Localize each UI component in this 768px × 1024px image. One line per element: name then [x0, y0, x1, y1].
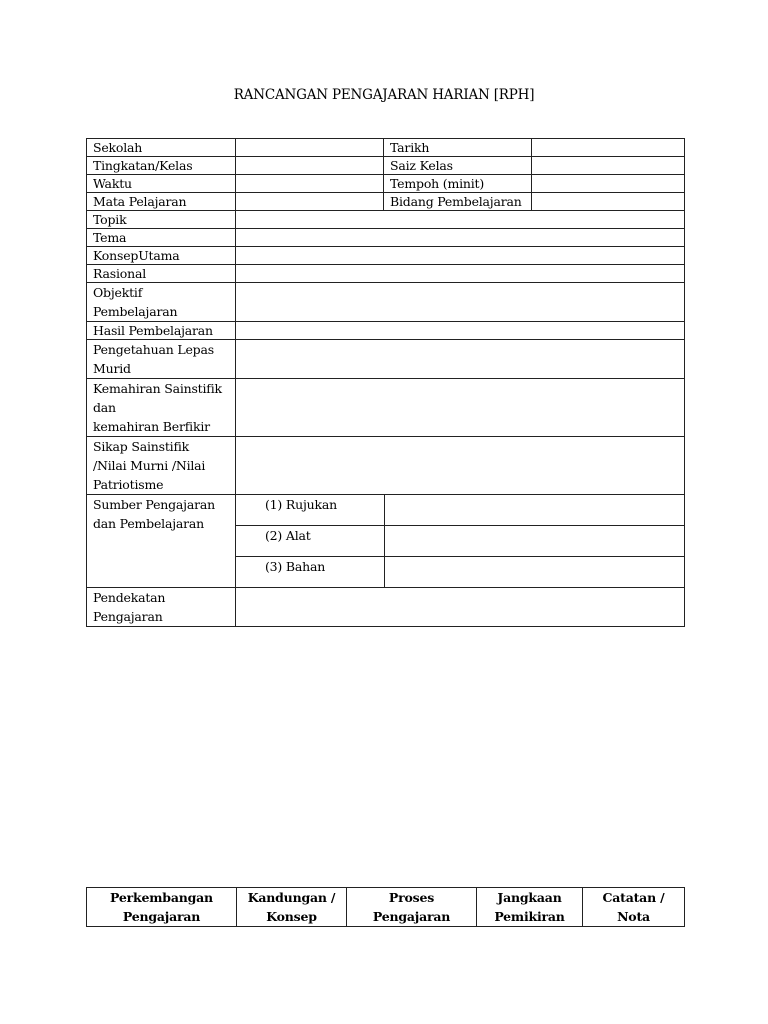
- field-waktu[interactable]: [236, 175, 384, 193]
- row-mata-pelajaran: [87, 193, 685, 211]
- field-objektif[interactable]: [236, 283, 685, 322]
- field-tingkatan[interactable]: [236, 157, 384, 175]
- header-catatan-line2: Nota: [617, 909, 650, 924]
- header-jangkaan: [477, 888, 583, 927]
- label-kemahiran-line1: Kemahiran Sainstifik: [93, 381, 222, 396]
- header-proses: [347, 888, 477, 927]
- label-sikap: [87, 437, 236, 495]
- label-sikap-line1: Sikap Sainstifik: [93, 439, 190, 454]
- header-jangkaan-line2: Pemikiran: [494, 909, 565, 924]
- row-topik: [87, 211, 685, 229]
- field-sekolah[interactable]: [236, 139, 384, 157]
- development-header-row: [87, 888, 685, 927]
- header-catatan: [583, 888, 685, 927]
- header-kandungan-line1: Kandungan /: [247, 890, 336, 905]
- label-sumber: [87, 495, 236, 588]
- sumber-alat-label: (2) Alat: [236, 526, 385, 557]
- header-kandungan-line2: Konsep: [266, 909, 317, 924]
- row-pengetahuan: [87, 340, 685, 379]
- label-sikap-line2: /Nilai Murni /Nilai: [93, 458, 206, 473]
- label-konsep-utama: KonsepUtama: [87, 247, 236, 265]
- field-pendekatan[interactable]: [236, 588, 685, 627]
- row-sekolah: [87, 139, 685, 157]
- sumber-bahan-label: (3) Bahan: [236, 557, 385, 588]
- label-kemahiran-line3: kemahiran Berfikir: [93, 419, 210, 434]
- field-kemahiran[interactable]: [236, 379, 685, 437]
- label-waktu: Waktu: [87, 175, 236, 193]
- label-mata-pelajaran: Mata Pelajaran: [87, 193, 236, 211]
- label-pendekatan-line1: Pendekatan: [93, 590, 166, 605]
- row-pendekatan: [87, 588, 685, 627]
- label-hasil: Hasil Pembelajaran: [87, 322, 236, 340]
- label-pengetahuan-line1: Pengetahuan Lepas: [93, 342, 214, 357]
- row-sumber: [87, 495, 685, 588]
- field-tema[interactable]: [236, 229, 685, 247]
- sumber-subtable: [236, 495, 684, 587]
- field-saiz-kelas[interactable]: [532, 157, 685, 175]
- header-kandungan: [237, 888, 347, 927]
- label-rasional: Rasional: [87, 265, 236, 283]
- header-perkembangan-line1: Perkembangan: [110, 890, 213, 905]
- label-saiz-kelas: Saiz Kelas: [384, 157, 532, 175]
- header-perkembangan: [87, 888, 237, 927]
- row-tema: [87, 229, 685, 247]
- sumber-subtable-cell: [236, 495, 685, 588]
- header-catatan-line1: Catatan /: [602, 890, 665, 905]
- field-alat[interactable]: [385, 526, 685, 557]
- sumber-rujukan-row: [236, 495, 684, 526]
- row-hasil: [87, 322, 685, 340]
- field-rasional[interactable]: [236, 265, 685, 283]
- rph-form-table: [86, 138, 685, 627]
- row-sikap: [87, 437, 685, 495]
- label-objektif-line2: Pembelajaran: [93, 304, 178, 319]
- row-waktu: [87, 175, 685, 193]
- label-pendekatan: [87, 588, 236, 627]
- field-hasil[interactable]: [236, 322, 685, 340]
- label-tingkatan: Tingkatan/Kelas: [87, 157, 236, 175]
- label-pengetahuan: [87, 340, 236, 379]
- header-proses-line1: Proses: [388, 890, 435, 905]
- field-tempoh[interactable]: [532, 175, 685, 193]
- row-objektif: [87, 283, 685, 322]
- label-sekolah: Sekolah: [87, 139, 236, 157]
- row-kemahiran: [87, 379, 685, 437]
- field-rujukan[interactable]: [385, 495, 685, 526]
- field-mata-pelajaran[interactable]: [236, 193, 384, 211]
- label-sumber-line1: Sumber Pengajaran: [93, 497, 215, 512]
- row-konsep-utama: [87, 247, 685, 265]
- row-tingkatan: [87, 157, 685, 175]
- field-tarikh[interactable]: [532, 139, 685, 157]
- header-perkembangan-line2: Pengajaran: [122, 909, 201, 924]
- field-sikap[interactable]: [236, 437, 685, 495]
- label-topik: Topik: [87, 211, 236, 229]
- development-table: [86, 887, 685, 927]
- header-proses-line2: Pengajaran: [372, 909, 451, 924]
- label-kemahiran: [87, 379, 236, 437]
- label-objektif: [87, 283, 236, 322]
- sumber-alat-row: [236, 526, 684, 557]
- label-bidang-pembelajaran: Bidang Pembelajaran: [384, 193, 532, 211]
- field-konsep-utama[interactable]: [236, 247, 685, 265]
- label-sikap-line3: Patriotisme: [93, 477, 164, 492]
- label-objektif-line1: Objektif: [93, 285, 143, 300]
- header-jangkaan-line1: Jangkaan: [497, 890, 562, 905]
- label-pendekatan-line2: Pengajaran: [93, 609, 163, 624]
- page-title: RANCANGAN PENGAJARAN HARIAN [RPH]: [233, 87, 535, 103]
- label-pengetahuan-line2: Murid: [93, 361, 131, 376]
- label-tema: Tema: [87, 229, 236, 247]
- field-bidang-pembelajaran[interactable]: [532, 193, 685, 211]
- label-kemahiran-line2: dan: [93, 400, 116, 415]
- label-sumber-line2: dan Pembelajaran: [93, 516, 205, 531]
- label-tempoh: Tempoh (minit): [384, 175, 532, 193]
- sumber-rujukan-label: (1) Rujukan: [236, 495, 385, 526]
- field-bahan[interactable]: [385, 557, 685, 588]
- label-tarikh: Tarikh: [384, 139, 532, 157]
- row-rasional: [87, 265, 685, 283]
- sumber-bahan-row: [236, 557, 684, 588]
- field-topik[interactable]: [236, 211, 685, 229]
- field-pengetahuan[interactable]: [236, 340, 685, 379]
